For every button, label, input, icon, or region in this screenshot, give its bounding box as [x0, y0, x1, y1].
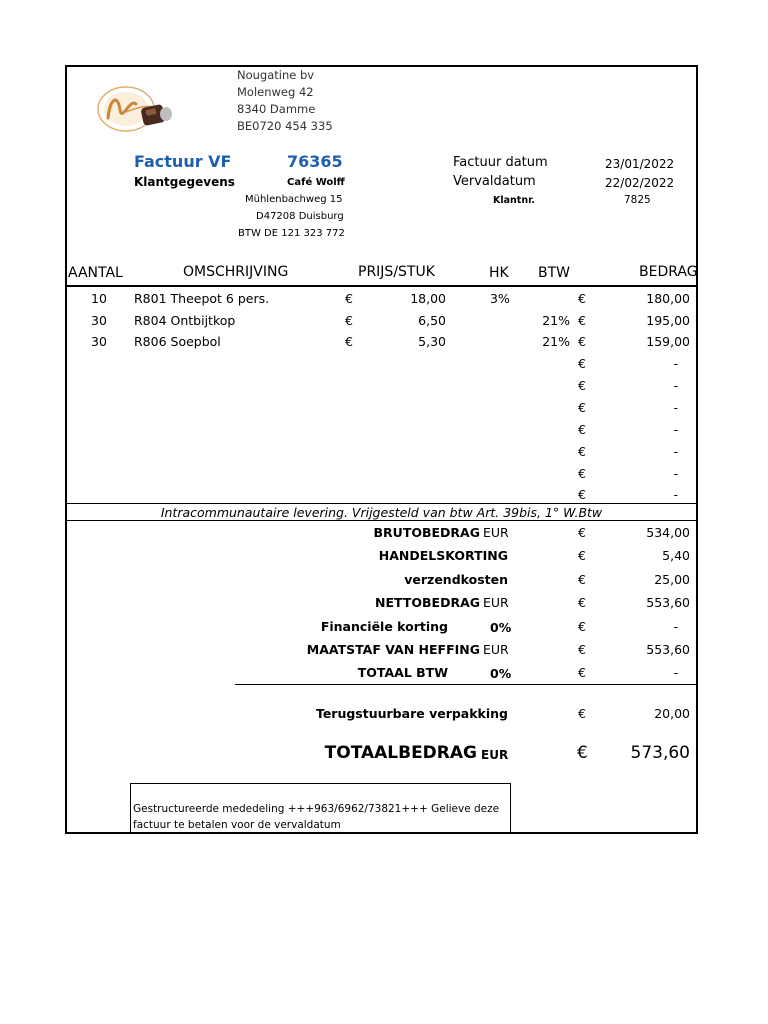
due-date-value: 22/02/2022	[605, 176, 675, 190]
tax-base-unit: EUR	[483, 642, 509, 657]
header-amount: BEDRAG	[639, 264, 698, 280]
total-vat-label: TOTAAL BTW	[357, 665, 448, 680]
invoice-date-value: 23/01/2022	[605, 157, 675, 171]
financial-discount-label: Financiële korting	[320, 619, 448, 634]
row-price-currency: €	[345, 291, 353, 306]
table-row	[0, 334, 768, 352]
row-amount-currency: €	[578, 466, 586, 481]
trade-discount-value: 5,40	[662, 548, 690, 563]
row-price-currency: €	[345, 313, 353, 328]
row-unit-price: 5,30	[418, 334, 446, 349]
payment-note-line-1: Gestructureerde mededeling +++963/6962/73821+++ Gelieve deze	[133, 803, 500, 815]
grand-total-unit: EUR	[481, 748, 509, 762]
header-hk: HK	[489, 265, 509, 281]
grand-total-label: TOTAALBEDRAG	[324, 743, 477, 763]
row-btw: 21%	[542, 313, 570, 328]
row-hk: 3%	[490, 291, 510, 306]
grand-total-currency: €	[577, 743, 588, 763]
trade-discount-currency: €	[578, 548, 586, 563]
shipping-value: 25,00	[654, 572, 690, 587]
row-price-currency: €	[345, 334, 353, 349]
table-row	[0, 291, 768, 309]
bruto-unit: EUR	[483, 525, 509, 540]
client-city: D47208 Duisburg	[256, 211, 344, 222]
bruto-label: BRUTOBEDRAG	[373, 525, 480, 540]
grand-total-value: 573,60	[630, 743, 690, 763]
row-amount-currency: €	[578, 422, 586, 437]
row-description: R806 Soepbol	[134, 334, 221, 349]
row-amount: -	[673, 466, 678, 481]
intracommunity-note: Intracommunautaire levering. Vrijgesteld van btw Art. 39bis, 1° W.Btw	[160, 505, 603, 520]
company-logo	[96, 82, 176, 137]
header-unit-price: PRIJS/STUK	[358, 264, 435, 280]
company-street: Molenweg 42	[237, 85, 314, 99]
client-number-label: Klantnr.	[493, 195, 536, 206]
company-name: Nougatine bv	[237, 68, 315, 82]
total-vat-value: -	[673, 665, 678, 680]
row-qty: 30	[91, 334, 107, 349]
client-label: Klantgegevens	[134, 175, 235, 189]
row-qty: 30	[91, 313, 107, 328]
client-number-value: 7825	[624, 194, 651, 206]
table-row	[0, 356, 768, 374]
totals-divider	[235, 684, 698, 685]
row-description: R804 Ontbijtkop	[134, 313, 236, 328]
trade-discount-label: HANDELSKORTING	[378, 548, 508, 563]
row-amount: 180,00	[646, 291, 690, 306]
row-qty: 10	[91, 291, 107, 306]
header-qty: AANTAL	[68, 265, 123, 281]
row-amount: -	[673, 356, 678, 371]
tax-base-value: 553,60	[646, 642, 690, 657]
row-amount: -	[673, 487, 678, 502]
packaging-value: 20,00	[654, 706, 690, 721]
table-row	[0, 422, 768, 440]
row-amount-currency: €	[578, 291, 586, 306]
note-top-divider	[65, 503, 698, 504]
total-vat-currency: €	[578, 665, 586, 680]
row-amount: -	[673, 422, 678, 437]
row-amount: -	[673, 400, 678, 415]
row-amount: 159,00	[646, 334, 690, 349]
invoice-number: 76365	[287, 152, 343, 171]
note-bottom-divider	[65, 520, 698, 521]
row-unit-price: 6,50	[418, 313, 446, 328]
payment-note-box	[130, 783, 511, 834]
netto-label: NETTOBEDRAG	[375, 595, 480, 610]
financial-discount-currency: €	[578, 619, 586, 634]
row-amount: -	[673, 444, 678, 459]
client-street: Mühlenbachweg 15	[245, 194, 343, 205]
payment-note-line-2: factuur te betalen voor de vervaldatum	[133, 819, 341, 831]
row-btw: 21%	[542, 334, 570, 349]
header-btw: BTW	[538, 265, 570, 281]
netto-unit: EUR	[483, 595, 509, 610]
invoice-date-label: Factuur datum	[453, 155, 548, 170]
tax-base-currency: €	[578, 642, 586, 657]
client-vat: BTW DE 121 323 772	[238, 228, 345, 239]
table-row	[0, 466, 768, 484]
packaging-currency: €	[578, 706, 586, 721]
packaging-label: Terugstuurbare verpakking	[315, 706, 508, 721]
row-amount: -	[673, 378, 678, 393]
netto-value: 553,60	[646, 595, 690, 610]
row-amount-currency: €	[578, 356, 586, 371]
row-amount-currency: €	[578, 400, 586, 415]
table-row	[0, 378, 768, 396]
table-row	[0, 313, 768, 331]
due-date-label: Vervaldatum	[453, 174, 536, 189]
financial-discount-pct: 0%	[490, 620, 512, 635]
financial-discount-value: -	[673, 619, 678, 634]
row-amount-currency: €	[578, 444, 586, 459]
row-amount-currency: €	[578, 378, 586, 393]
row-amount-currency: €	[578, 487, 586, 502]
row-amount: 195,00	[646, 313, 690, 328]
shipping-label: verzendkosten	[404, 572, 508, 587]
company-vat: BE0720 454 335	[237, 119, 333, 133]
table-row	[0, 444, 768, 462]
bruto-currency: €	[578, 525, 586, 540]
client-name: Café Wolff	[287, 177, 345, 188]
shipping-currency: €	[578, 572, 586, 587]
row-amount-currency: €	[578, 313, 586, 328]
row-unit-price: 18,00	[410, 291, 446, 306]
row-amount-currency: €	[578, 334, 586, 349]
row-description: R801 Theepot 6 pers.	[134, 291, 270, 306]
total-vat-pct: 0%	[490, 666, 512, 681]
bruto-value: 534,00	[646, 525, 690, 540]
invoice-title: Factuur VF	[134, 152, 232, 171]
header-divider	[65, 285, 698, 287]
header-description: OMSCHRIJVING	[183, 264, 289, 280]
company-city: 8340 Damme	[237, 102, 316, 116]
netto-currency: €	[578, 595, 586, 610]
table-row	[0, 400, 768, 418]
tax-base-label: MAATSTAF VAN HEFFING	[306, 642, 480, 657]
